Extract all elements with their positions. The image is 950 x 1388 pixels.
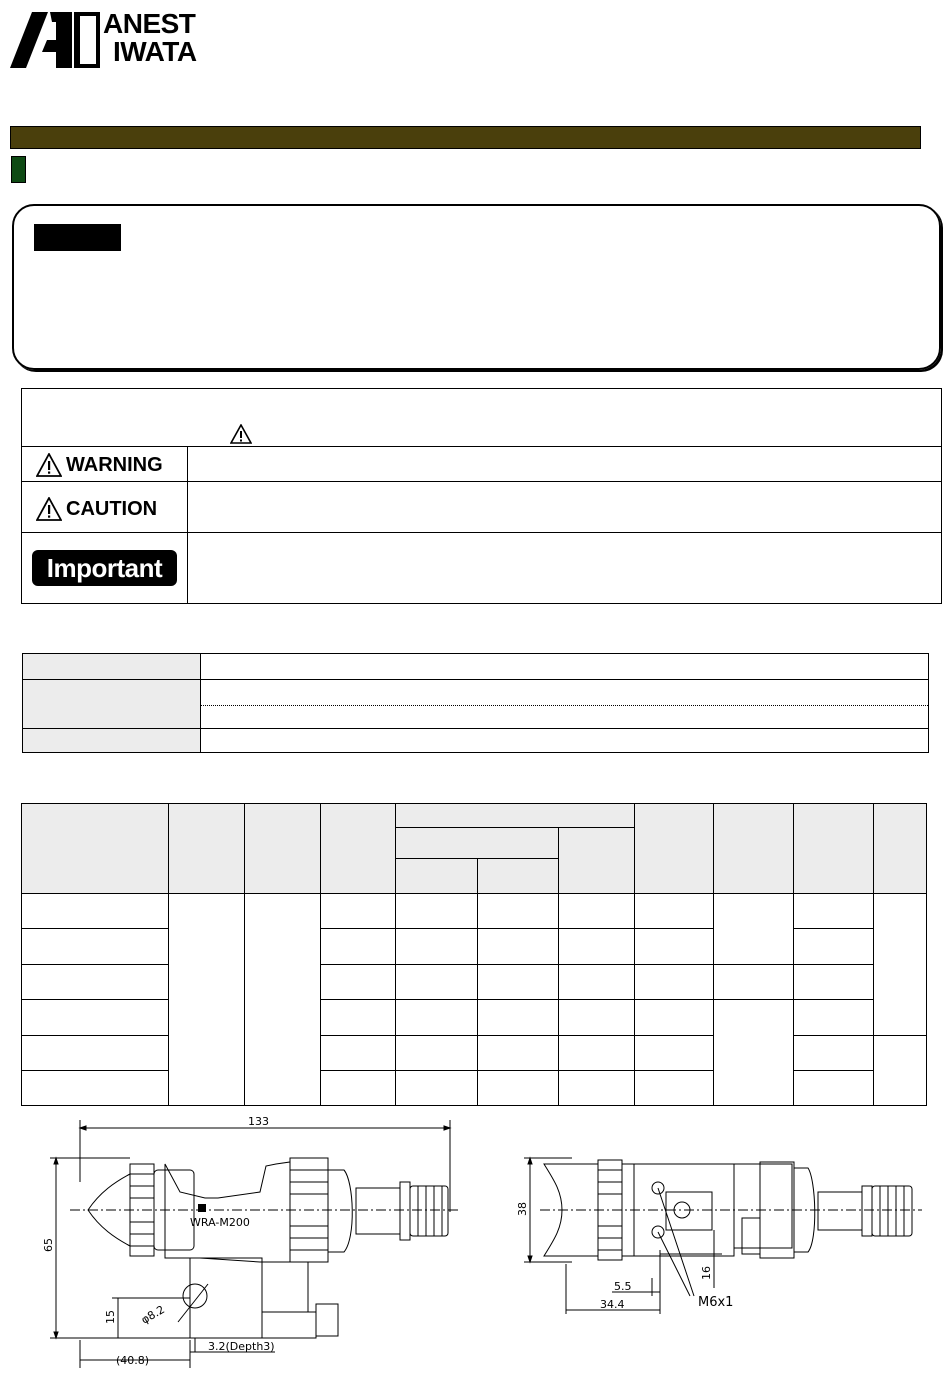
warning-signal bbox=[36, 452, 163, 478]
dim-top-pitch: 16 bbox=[700, 1266, 713, 1280]
model-table bbox=[21, 803, 927, 1106]
dim-offset: 15 bbox=[104, 1310, 117, 1324]
gun-badge bbox=[198, 1204, 206, 1212]
dim-top-offset-b: 34.4 bbox=[600, 1298, 625, 1311]
section-marker bbox=[11, 156, 26, 183]
gun-model-label: WRA-M200 bbox=[190, 1216, 250, 1229]
gun-top-view-drawing bbox=[512, 1150, 932, 1320]
logo-line-1: ANEST bbox=[103, 8, 196, 39]
caution-triangle-icon bbox=[36, 497, 62, 521]
caution-signal bbox=[36, 496, 157, 522]
dim-height: 65 bbox=[42, 1238, 55, 1252]
alert-triangle-icon bbox=[230, 424, 252, 444]
dim-depth: 3.2(Depth3) bbox=[208, 1340, 275, 1353]
dim-diameter: φ8.2 bbox=[139, 1302, 167, 1327]
caution-label: CAUTION bbox=[66, 497, 158, 520]
dim-top-thread: M6x1 bbox=[698, 1295, 734, 1310]
logo-mark-icon bbox=[10, 12, 105, 70]
dim-ref-length: (40.8) bbox=[116, 1354, 150, 1367]
logo-line-2: IWATA bbox=[113, 36, 197, 67]
notice-box bbox=[12, 204, 941, 370]
gun-side-view-drawing bbox=[40, 1112, 470, 1374]
dim-overall-length: 133 bbox=[248, 1115, 269, 1128]
warning-triangle-icon bbox=[36, 453, 62, 477]
title-bar bbox=[10, 126, 921, 149]
dim-top-height: 38 bbox=[516, 1202, 529, 1216]
notice-badge bbox=[34, 224, 121, 251]
spec-table bbox=[22, 653, 929, 753]
important-badge: Important bbox=[32, 550, 177, 586]
warning-label: WARNING bbox=[66, 453, 163, 476]
logo-wordmark bbox=[103, 10, 197, 66]
dim-top-offset-a: 5.5 bbox=[614, 1280, 632, 1293]
